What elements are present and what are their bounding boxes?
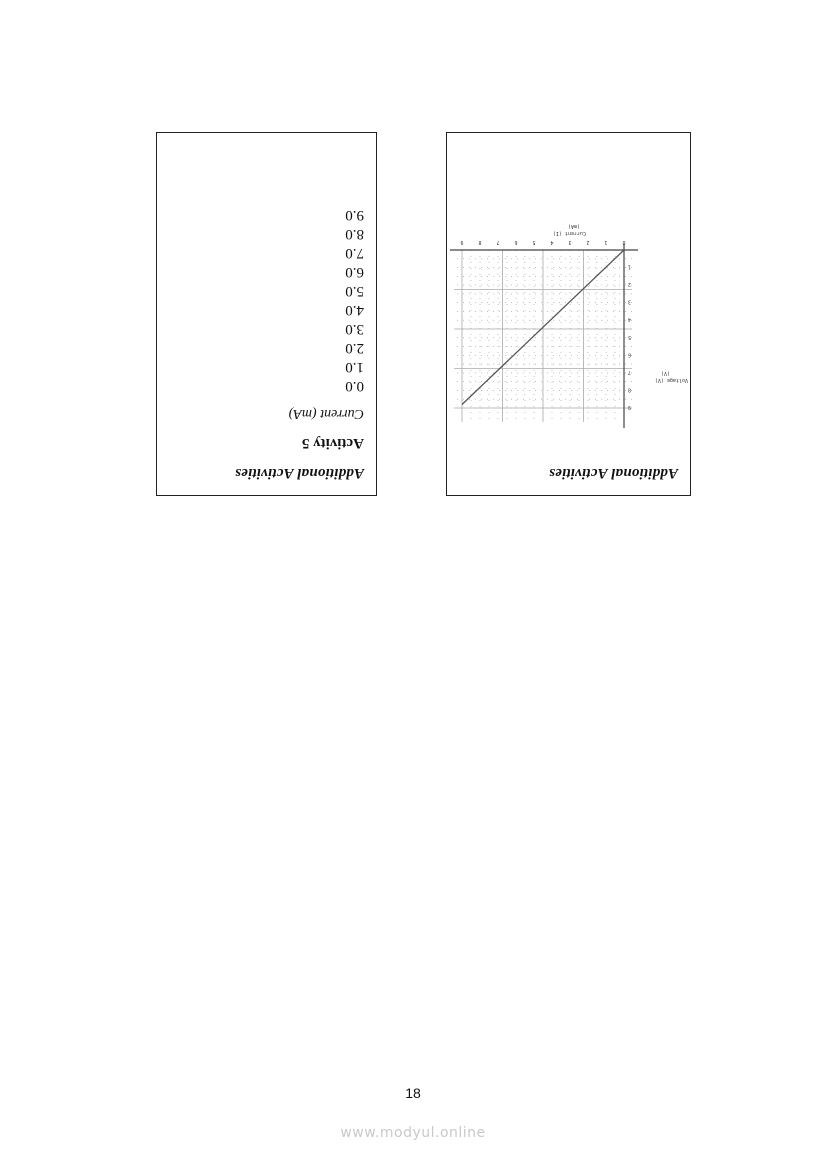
y-tick-label: 2	[628, 281, 632, 288]
y-tick-label: 1	[628, 263, 632, 270]
x-tick-label: 1	[604, 239, 608, 245]
x-axis-label-unit: (mA)	[567, 223, 580, 229]
x-tick-label: 9	[460, 239, 464, 245]
value-item: 5.0	[345, 283, 364, 299]
x-tick-label: 8	[478, 239, 482, 245]
x-axis-label: Current (I)	[552, 230, 586, 236]
y-tick-label: 8	[628, 386, 632, 393]
value-item: 1.0	[345, 359, 364, 375]
x-tick-label: 7	[496, 239, 500, 245]
value-item: 2.0	[345, 340, 364, 356]
value-item: 4.0	[345, 302, 364, 318]
panel-heading: Additional Activities	[234, 465, 364, 481]
y-tick-label: 6	[628, 351, 632, 358]
panel-heading: Additional Activities	[548, 465, 678, 481]
activity-title: Activity 5	[301, 435, 364, 451]
x-tick-label: 6	[514, 239, 518, 245]
value-item: 8.0	[345, 226, 364, 242]
y-tick-label: 7	[628, 368, 632, 375]
graph-panel	[446, 132, 691, 496]
column-header: Current (mA)	[288, 406, 364, 421]
x-tick-label: 5	[532, 239, 536, 245]
value-item: 3.0	[345, 321, 364, 337]
y-axis-label: Voltage (V)	[654, 377, 688, 383]
value-item: 9.0	[345, 207, 364, 223]
x-tick-label: 4	[550, 239, 554, 245]
y-axis-label-unit: (V)	[660, 370, 670, 376]
value-item: 0.0	[345, 378, 364, 394]
watermark: www.modyul.online	[340, 1125, 486, 1141]
y-tick-label: 4	[628, 316, 632, 323]
y-tick-label: 5	[628, 333, 632, 340]
y-tick-label: 9	[628, 404, 632, 410]
x-tick-label: 3	[568, 239, 572, 245]
activity-table-panel	[156, 132, 377, 496]
value-list	[345, 205, 364, 395]
y-tick-label: 3	[628, 298, 632, 305]
value-item: 6.0	[345, 264, 364, 280]
x-tick-label: 0	[622, 239, 626, 245]
voltage-current-graph	[447, 133, 690, 495]
page-number: 18	[405, 1085, 421, 1101]
value-item: 7.0	[345, 245, 364, 261]
flipped-content	[447, 133, 690, 495]
flipped-content	[157, 133, 376, 495]
x-tick-label: 2	[586, 239, 590, 245]
